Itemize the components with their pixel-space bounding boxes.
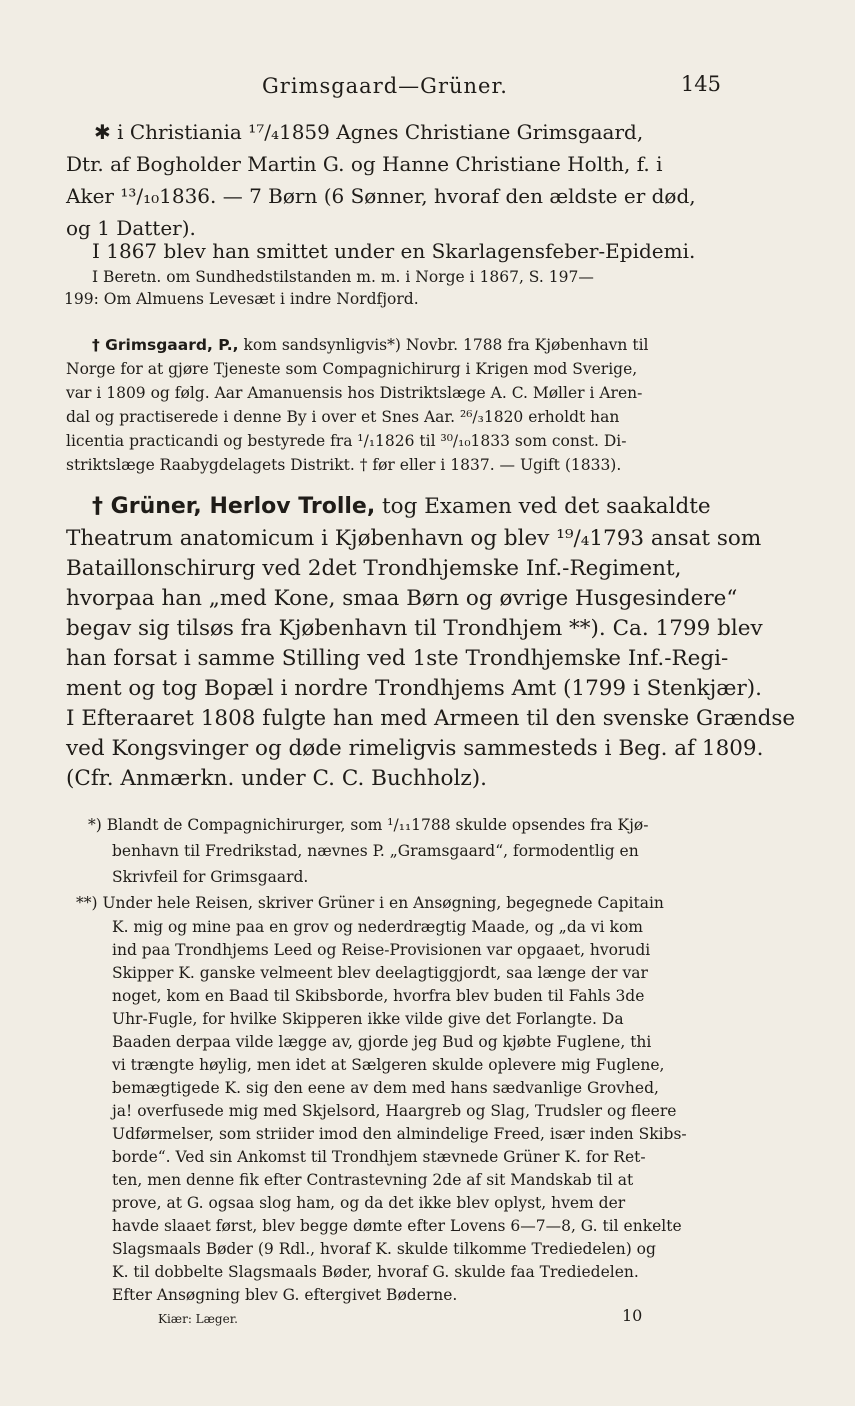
text-line: 199: Om Almuens Levesæt i indre Nordfjord. [64,290,419,308]
footnote-line: Efter Ansøgning blev G. eftergivet Bøderne. [112,1286,458,1304]
text-line: var i 1809 og følg. Aar Amanuensis hos Distriktslæge A. C. Møller i Aren- [66,384,643,402]
running-title: Grimsgaard—Grüner. [262,74,508,98]
text-line: Aker ¹³/₁₀1836. — 7 Børn (6 Sønner, hvoraf den ældste er død, [66,184,696,208]
text-line: begav sig tilsøs fra Kjøbenhavn til Trondhjem **). Ca. 1799 blev [66,616,763,641]
footnote-line: benhavn til Fredrikstad, nævnes P. „Gramsgaard“, formodentlig en [112,842,639,860]
footnote-line: prove, at G. ogsaa slog ham, og da det ikke blev oplyst, hvem der [112,1194,626,1212]
footnote-line: borde“. Ved sin Ankomst til Trondhjem stævnede Grüner K. for Ret- [112,1148,646,1166]
entry-name: † Grüner, Herlov Trolle, [92,494,376,519]
footnote-line: K. mig og mine paa en grov og nederdrægtig Maade, og „da vi kom [112,918,643,936]
footnote-line: havde slaaet først, blev begge dømte efter Lovens 6—7—8, G. til enkelte [112,1217,682,1235]
text-line: og 1 Datter). [66,216,196,240]
footnote-line: Skrivfeil for Grimsgaard. [112,868,309,886]
text-line: I Beretn. om Sundhedstilstanden m. m. i Norge i 1867, S. 197— [92,268,594,286]
text-line: kom sandsynligvis*) Novbr. 1788 fra Kjøbenhavn til [243,336,649,354]
text-line: Norge for at gjøre Tjeneste som Compagnichirurg i Krigen mod Sverige, [66,360,638,378]
text-line: Theatrum anatomicum i Kjøbenhavn og blev ¹⁹/₄1793 ansat som [66,526,762,551]
printer-signature: Kiær: Læger. [158,1312,238,1326]
footnote-line: *) Blandt de Compagnichirurger, som ¹/₁₁1788 skulde opsendes fra Kjø- [88,816,649,834]
text-line: dal og practiserede i denne By i over et Snes Aar. ²⁶/₃1820 erholdt han [66,408,620,426]
footnote-line: ja! overfusede mig med Skjelsord, Haargreb og Slag, Trudsler og fleere [112,1102,677,1120]
footnote-line: bemægtigede K. sig den eene av dem med hans sædvanlige Grovhed, [112,1079,659,1097]
sheet-number: 10 [622,1306,643,1325]
text-line: hvorpaa han „med Kone, smaa Børn og øvrige Husgesindere“ [66,586,738,611]
entry-line-1 [92,336,649,354]
text-line: tog Examen ved det saakaldte [382,494,711,519]
footnote-line: Baaden derpaa vilde lægge av, gjorde jeg Bud og kjøbte Fuglene, thi [112,1033,652,1051]
text-line: Dtr. af Bogholder Martin G. og Hanne Christiane Holth, f. i [66,152,663,176]
text-line: ved Kongsvinger og døde rimeligvis sammesteds i Beg. af 1809. [66,736,764,761]
footnote-line: ten, men denne fik efter Contrastevning 2de af sit Mandskab til at [112,1171,634,1189]
footnote-line: Skipper K. ganske velmeent blev deelagtiggjordt, saa længe der var [112,964,648,982]
text-line: I 1867 blev han smittet under en Skarlagensfeber-Epidemi. [92,239,696,263]
footnote-line: **) Under hele Reisen, skriver Grüner i en Ansøgning, begegnede Capitain [76,894,664,912]
footnote-line: ind paa Trondhjems Leed og Reise-Provisionen var opgaaet, hvorudi [112,941,651,959]
entry-name: † Grimsgaard, P., [92,336,239,354]
footnote-line: vi trængte høylig, men idet at Sælgeren skulde oplevere mig Fuglene, [112,1056,665,1074]
text-line: han forsat i samme Stilling ved 1ste Trondhjemske Inf.-Regi- [66,646,729,671]
text-line: ✱ i Christiania ¹⁷/₄1859 Agnes Christiane Grimsgaard, [94,120,644,144]
footnote-line: Udførmelser, som striider imod den almindelige Freed, især inden Skibs- [112,1125,687,1143]
entry-line-1 [92,494,711,519]
text-line: licentia practicandi og bestyrede fra ¹/₁1826 til ³⁰/₁₀1833 som const. Di- [66,432,627,450]
footnote-line: Slagsmaals Bøder (9 Rdl., hvoraf K. skulde tilkomme Trediedelen) og [112,1240,656,1258]
text-line: striktslæge Raabygdelagets Distrikt. † før eller i 1837. — Ugift (1833). [66,456,622,474]
text-line: Bataillonschirurg ved 2det Trondhjemske Inf.-Regiment, [66,556,682,581]
footnote-line: Uhr-Fugle, for hvilke Skipperen ikke vilde give det Forlangte. Da [112,1010,624,1028]
page-number: 145 [680,72,721,96]
footnote-line: K. til dobbelte Slagsmaals Bøder, hvoraf G. skulde faa Trediedelen. [112,1263,639,1281]
text-line: ment og tog Bopæl i nordre Trondhjems Amt (1799 i Stenkjær). [66,676,762,701]
text-line: (Cfr. Anmærkn. under C. C. Buchholz). [66,766,487,791]
footnote-line: noget, kom en Baad til Skibsborde, hvorfra blev buden til Fahls 3de [112,987,645,1005]
text-line: I Efteraaret 1808 fulgte han med Armeen til den svenske Grændse [66,706,796,731]
